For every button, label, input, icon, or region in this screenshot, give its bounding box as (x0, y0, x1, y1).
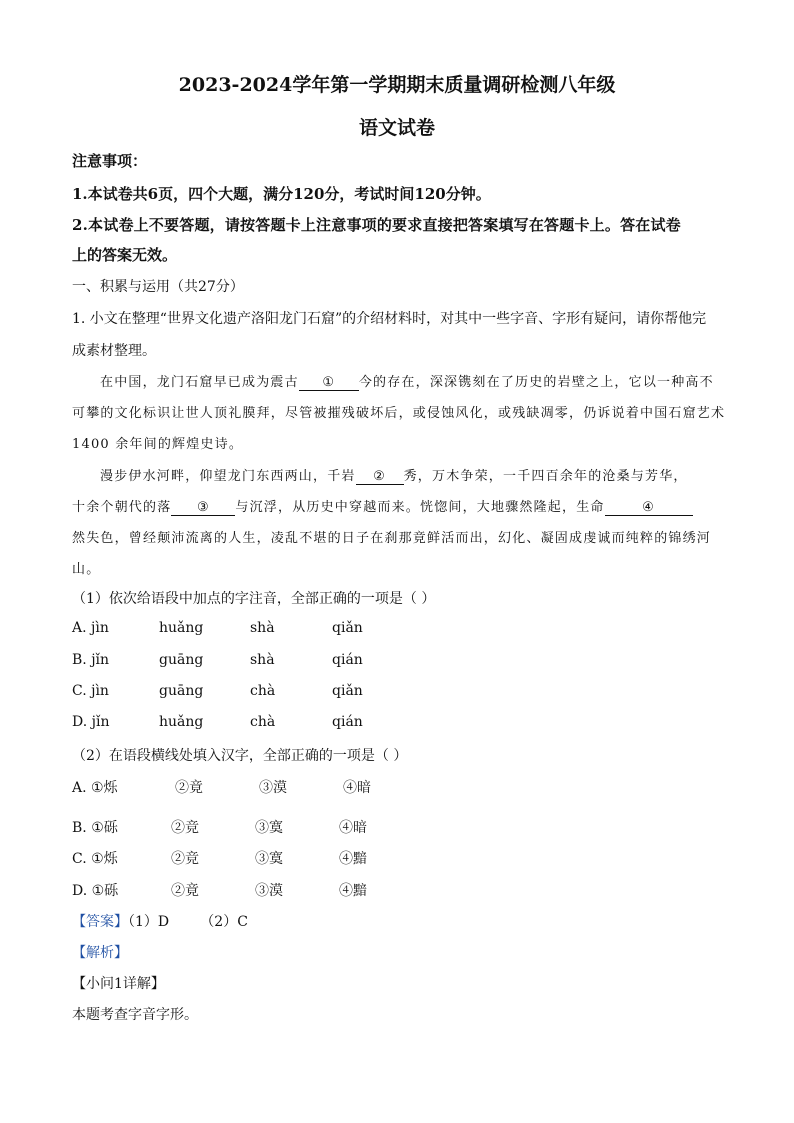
fill-blank-1: ① (299, 375, 359, 391)
passage-p2-line3: 然失色，曾经颠沛流离的人生，凌乱不堪的日子在刹那竟鲜活而出，幻化、凝固成虔诚而纯粹的锦绣河 (72, 531, 712, 546)
option-cell: ④黯 (339, 851, 367, 867)
section-heading: 一、积累与运用（共27分） (72, 279, 244, 295)
option-cell: huǎng (159, 620, 204, 636)
sub-question-1-stem: （1）依次给语段中加点的字注音，全部正确的一项是（ ） (72, 591, 436, 607)
option-cell: qiǎn (332, 683, 363, 699)
analysis-text: 本题考查字音字形。 (72, 1007, 198, 1023)
option-cell: ②竟 (171, 883, 199, 899)
option-cell: qiǎn (332, 620, 363, 636)
question-1-stem-line2: 成素材整理。 (72, 343, 156, 359)
fill-blank-2: ② (356, 469, 404, 485)
option-cell: chà (250, 683, 276, 699)
answer-text: （1）D （2）C (128, 914, 248, 930)
analysis-label: 【解析】 (72, 945, 128, 961)
passage-text: 在中国，龙门石窟早已成为震古 (100, 375, 299, 390)
option-cell: ③漠 (259, 780, 287, 796)
notice-item-2-line1: 2.本试卷上不要答题，请按答题卡上注意事项的要求直接把答案填写在答题卡上。答在试卷 (72, 216, 681, 234)
option-cell: chà (250, 714, 276, 730)
option-cell: guāng (159, 683, 204, 699)
passage-p1-line2: 可攀的文化标识让世人顶礼膜拜，尽管被摧残破坏后，或侵蚀风化，或残缺凋零，仍诉说着中国石窟艺术 (72, 406, 726, 421)
option-label: A. jìn (72, 620, 109, 636)
answer-line (72, 911, 248, 931)
option-cell: shà (250, 620, 275, 636)
passage-p2-line2 (72, 496, 693, 516)
option-cell: ③寞 (255, 820, 283, 836)
option-cell: ②竞 (171, 851, 199, 867)
fill-blank-4: ④ (605, 500, 693, 516)
option-label: A. ①烁 (72, 780, 118, 796)
passage-text: 漫步伊水河畔，仰望龙门东西两山，千岩 (100, 469, 356, 484)
option-label: B. jǐn (72, 652, 110, 668)
option-cell: ②竟 (175, 780, 203, 796)
option-cell: ④暗 (339, 820, 367, 836)
notice-heading: 注意事项： (72, 152, 148, 170)
exam-subtitle: 语文试卷 (358, 117, 435, 139)
option-cell: ②竞 (171, 820, 199, 836)
option-cell: qián (332, 714, 363, 730)
option-label: C. ①烁 (72, 851, 118, 867)
passage-text: 今的存在，深深镌刻在了历史的岩壁之上，它以一种高不 (358, 375, 714, 390)
passage-text: 十余个朝代的落 (72, 500, 172, 515)
analysis-sub-heading: 【小问1详解】 (72, 976, 165, 992)
option-label: B. ①砾 (72, 820, 118, 836)
option-cell: qián (332, 652, 363, 668)
option-cell: ③漠 (255, 883, 283, 899)
option-label: D. jǐn (72, 714, 110, 730)
question-1-stem-line1: 1. 小文在整理“世界文化遗产洛阳龙门石窟”的介绍材料时，对其中一些字音、字形有疑问，请你帮他完 (72, 311, 707, 327)
exam-title: 2023-2024学年第一学期期末质量调研检测八年级 (178, 74, 616, 96)
option-label: C. jìn (72, 683, 109, 699)
option-cell: shà (250, 652, 275, 668)
answer-label: 【答案】 (72, 914, 128, 930)
option-cell: ③寞 (255, 851, 283, 867)
option-label: D. ①砾 (72, 883, 119, 899)
passage-p1-line1 (100, 371, 714, 391)
option-cell: huǎng (159, 714, 204, 730)
option-cell: ④暗 (343, 780, 371, 796)
passage-text: 与沉浮，从历史中穿越而来。恍惚间，大地骤然隆起，生命 (235, 500, 605, 515)
passage-p2-line4: 山。 (72, 562, 101, 577)
sub-question-2-stem: （2）在语段横线处填入汉字，全部正确的一项是（ ） (72, 748, 408, 764)
option-cell: ④黯 (339, 883, 367, 899)
passage-p2-line1 (100, 465, 688, 485)
passage-text: 秀，万木争荣，一千四百余年的沧桑与芳华， (403, 469, 688, 484)
notice-item-2-line2: 上的答案无效。 (72, 246, 178, 264)
fill-blank-3: ③ (171, 500, 235, 516)
option-cell: guāng (159, 652, 204, 668)
passage-p1-line3: 1400 余年间的辉煌史诗。 (72, 437, 244, 452)
notice-item-1: 1.本试卷共6页，四个大题，满分120分，考试时间120分钟。 (72, 185, 491, 203)
